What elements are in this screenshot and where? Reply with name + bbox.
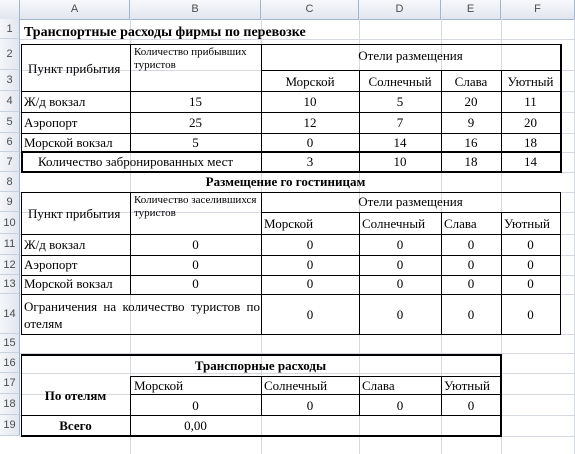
- table2-limit-value[interactable]: 0: [527, 307, 534, 322]
- table1-header-count: Количество прибывших туристов: [134, 46, 247, 71]
- table1-header-point: Пункт прибытия: [28, 61, 121, 76]
- column-header-b[interactable]: B: [130, 0, 261, 19]
- row-header-2[interactable]: 2: [0, 39, 20, 70]
- column-header-d[interactable]: D: [359, 0, 441, 19]
- table1-booked-value[interactable]: 18: [464, 154, 478, 169]
- table2-row-value[interactable]: 0: [396, 257, 404, 272]
- table1-row-value[interactable]: 20: [524, 115, 537, 130]
- table1-row-value[interactable]: 7: [396, 115, 404, 130]
- table2-row-point[interactable]: Аэропорт: [24, 257, 78, 272]
- row-header-1[interactable]: 1: [0, 19, 20, 39]
- table2-row-value[interactable]: 0: [306, 257, 314, 272]
- table2-row-count[interactable]: 0: [192, 276, 199, 291]
- table2-row-value[interactable]: 0: [396, 276, 404, 291]
- row-header-13[interactable]: 13: [0, 275, 20, 294]
- table1-header-hotels: Отели размещения: [358, 48, 463, 63]
- table3-hotel-uyutny: Уютный: [444, 378, 490, 393]
- table1-row-point[interactable]: Аэропорт: [24, 115, 78, 130]
- table1-row-value[interactable]: 16: [464, 135, 478, 150]
- table2-row-value[interactable]: 0: [396, 237, 404, 252]
- table1-row-point[interactable]: Морской вокзал: [24, 135, 113, 150]
- table2-row-value[interactable]: 0: [527, 276, 534, 291]
- table2-row-count[interactable]: 0: [192, 237, 199, 252]
- table2-hotel-solnechny: Солнечный: [362, 216, 426, 231]
- row-header-6[interactable]: 6: [0, 133, 20, 152]
- table2-row-point[interactable]: Ж/д вокзал: [24, 237, 86, 252]
- table2-limit-value[interactable]: 0: [396, 307, 404, 322]
- row-header-15[interactable]: 15: [0, 334, 20, 353]
- table1-row-count[interactable]: 25: [189, 115, 202, 130]
- table3-by-hotel-label: По отелям: [44, 388, 107, 403]
- column-header-e[interactable]: E: [441, 0, 501, 19]
- table2-row-count[interactable]: 0: [192, 257, 199, 272]
- table2-row-value[interactable]: 0: [467, 237, 475, 252]
- table1-hotel-morskoy: Морской: [285, 74, 335, 89]
- row-header-7[interactable]: 7: [0, 152, 20, 172]
- table1-hotel-slava: Слава: [454, 74, 488, 89]
- table1-row-value[interactable]: 20: [464, 94, 478, 109]
- table2-title: Размещение го гостиницам: [205, 174, 366, 189]
- table1-hotel-uyutny: Уютный: [507, 74, 554, 89]
- table1-row-count[interactable]: 15: [189, 94, 202, 109]
- table2-row-value[interactable]: 0: [527, 257, 534, 272]
- table2-hotel-uyutny: Уютный: [504, 216, 550, 231]
- table1-row-count[interactable]: 5: [192, 135, 199, 150]
- row-header-19[interactable]: 19: [0, 415, 20, 436]
- table1-booked-value[interactable]: 3: [306, 154, 314, 169]
- select-all-corner[interactable]: [0, 0, 20, 19]
- table2-header-hotels: Отели размещения: [358, 194, 463, 209]
- row-header-17[interactable]: 17: [0, 373, 20, 394]
- row-header-11[interactable]: 11: [0, 234, 20, 255]
- table2-hotel-slava: Слава: [444, 216, 477, 231]
- table3-hotel-value[interactable]: 0: [306, 398, 314, 413]
- table2-row-point[interactable]: Морской вокзал: [24, 276, 113, 291]
- table3-title: Транспорные расходы: [194, 358, 327, 373]
- table2-row-value[interactable]: 0: [467, 276, 475, 291]
- row-header-4[interactable]: 4: [0, 91, 20, 112]
- row-header-12[interactable]: 12: [0, 255, 20, 275]
- table3-hotel-value[interactable]: 0: [192, 398, 199, 413]
- table1-row-value[interactable]: 12: [303, 115, 317, 130]
- table3-total-label: Всего: [59, 418, 92, 433]
- table2-limit-value[interactable]: 0: [467, 307, 475, 322]
- table1-row-value[interactable]: 10: [303, 94, 317, 109]
- row-header-8[interactable]: 8: [0, 172, 20, 192]
- table3-hotel-solnechny: Солнечный: [264, 378, 328, 393]
- column-header-a[interactable]: A: [20, 0, 130, 19]
- row-header-18[interactable]: 18: [0, 394, 20, 415]
- table1-booked-value[interactable]: 14: [524, 154, 537, 169]
- table2-row-value[interactable]: 0: [467, 257, 475, 272]
- table3-hotel-value[interactable]: 0: [396, 398, 404, 413]
- column-header-c[interactable]: C: [261, 0, 359, 19]
- table1-row-value[interactable]: 14: [393, 135, 407, 150]
- table3-total-value[interactable]: 0,00: [184, 418, 207, 433]
- table2-row-value[interactable]: 0: [306, 276, 314, 291]
- table1-row-value[interactable]: 0: [306, 135, 314, 150]
- table1-row-value[interactable]: 18: [524, 135, 537, 150]
- table1-hotel-solnechny: Солнечный: [368, 74, 432, 89]
- table2-hotel-morskoy: Морской: [264, 216, 314, 231]
- table1-row-value[interactable]: 9: [467, 115, 475, 130]
- table3-hotel-morskoy: Морской: [134, 378, 184, 393]
- table2-row-value[interactable]: 0: [527, 237, 534, 252]
- row-header-5[interactable]: 5: [0, 112, 20, 133]
- table1-title: Транспортные расходы фирмы по перевозке: [24, 25, 306, 40]
- table2-row-value[interactable]: 0: [306, 237, 314, 252]
- row-header-9[interactable]: 9: [0, 192, 20, 212]
- table2-header-point: Пункт прибытия: [28, 206, 121, 221]
- row-header-10[interactable]: 10: [0, 212, 20, 234]
- table3-hotel-slava: Слава: [362, 378, 395, 393]
- table1-row-value[interactable]: 5: [396, 94, 404, 109]
- table3-hotel-value[interactable]: 0: [467, 398, 475, 413]
- row-header-3[interactable]: 3: [0, 70, 20, 91]
- table1-booked-label[interactable]: Количество забронированных мест: [38, 154, 234, 169]
- table1-row-point[interactable]: Ж/д вокзал: [24, 94, 86, 109]
- row-header-16[interactable]: 16: [0, 353, 20, 373]
- table2-limit-label[interactable]: Ограничения на количество туристов по отелям: [24, 299, 260, 331]
- row-header-14[interactable]: 14: [0, 294, 20, 334]
- table2-header-count: Количество заселившихся туристов: [134, 194, 257, 219]
- table1-booked-value[interactable]: 10: [393, 154, 407, 169]
- column-header-bar: [0, 0, 575, 20]
- table1-row-value[interactable]: 11: [524, 94, 537, 109]
- column-header-f[interactable]: F: [501, 0, 575, 19]
- table2-limit-value[interactable]: 0: [306, 307, 314, 322]
